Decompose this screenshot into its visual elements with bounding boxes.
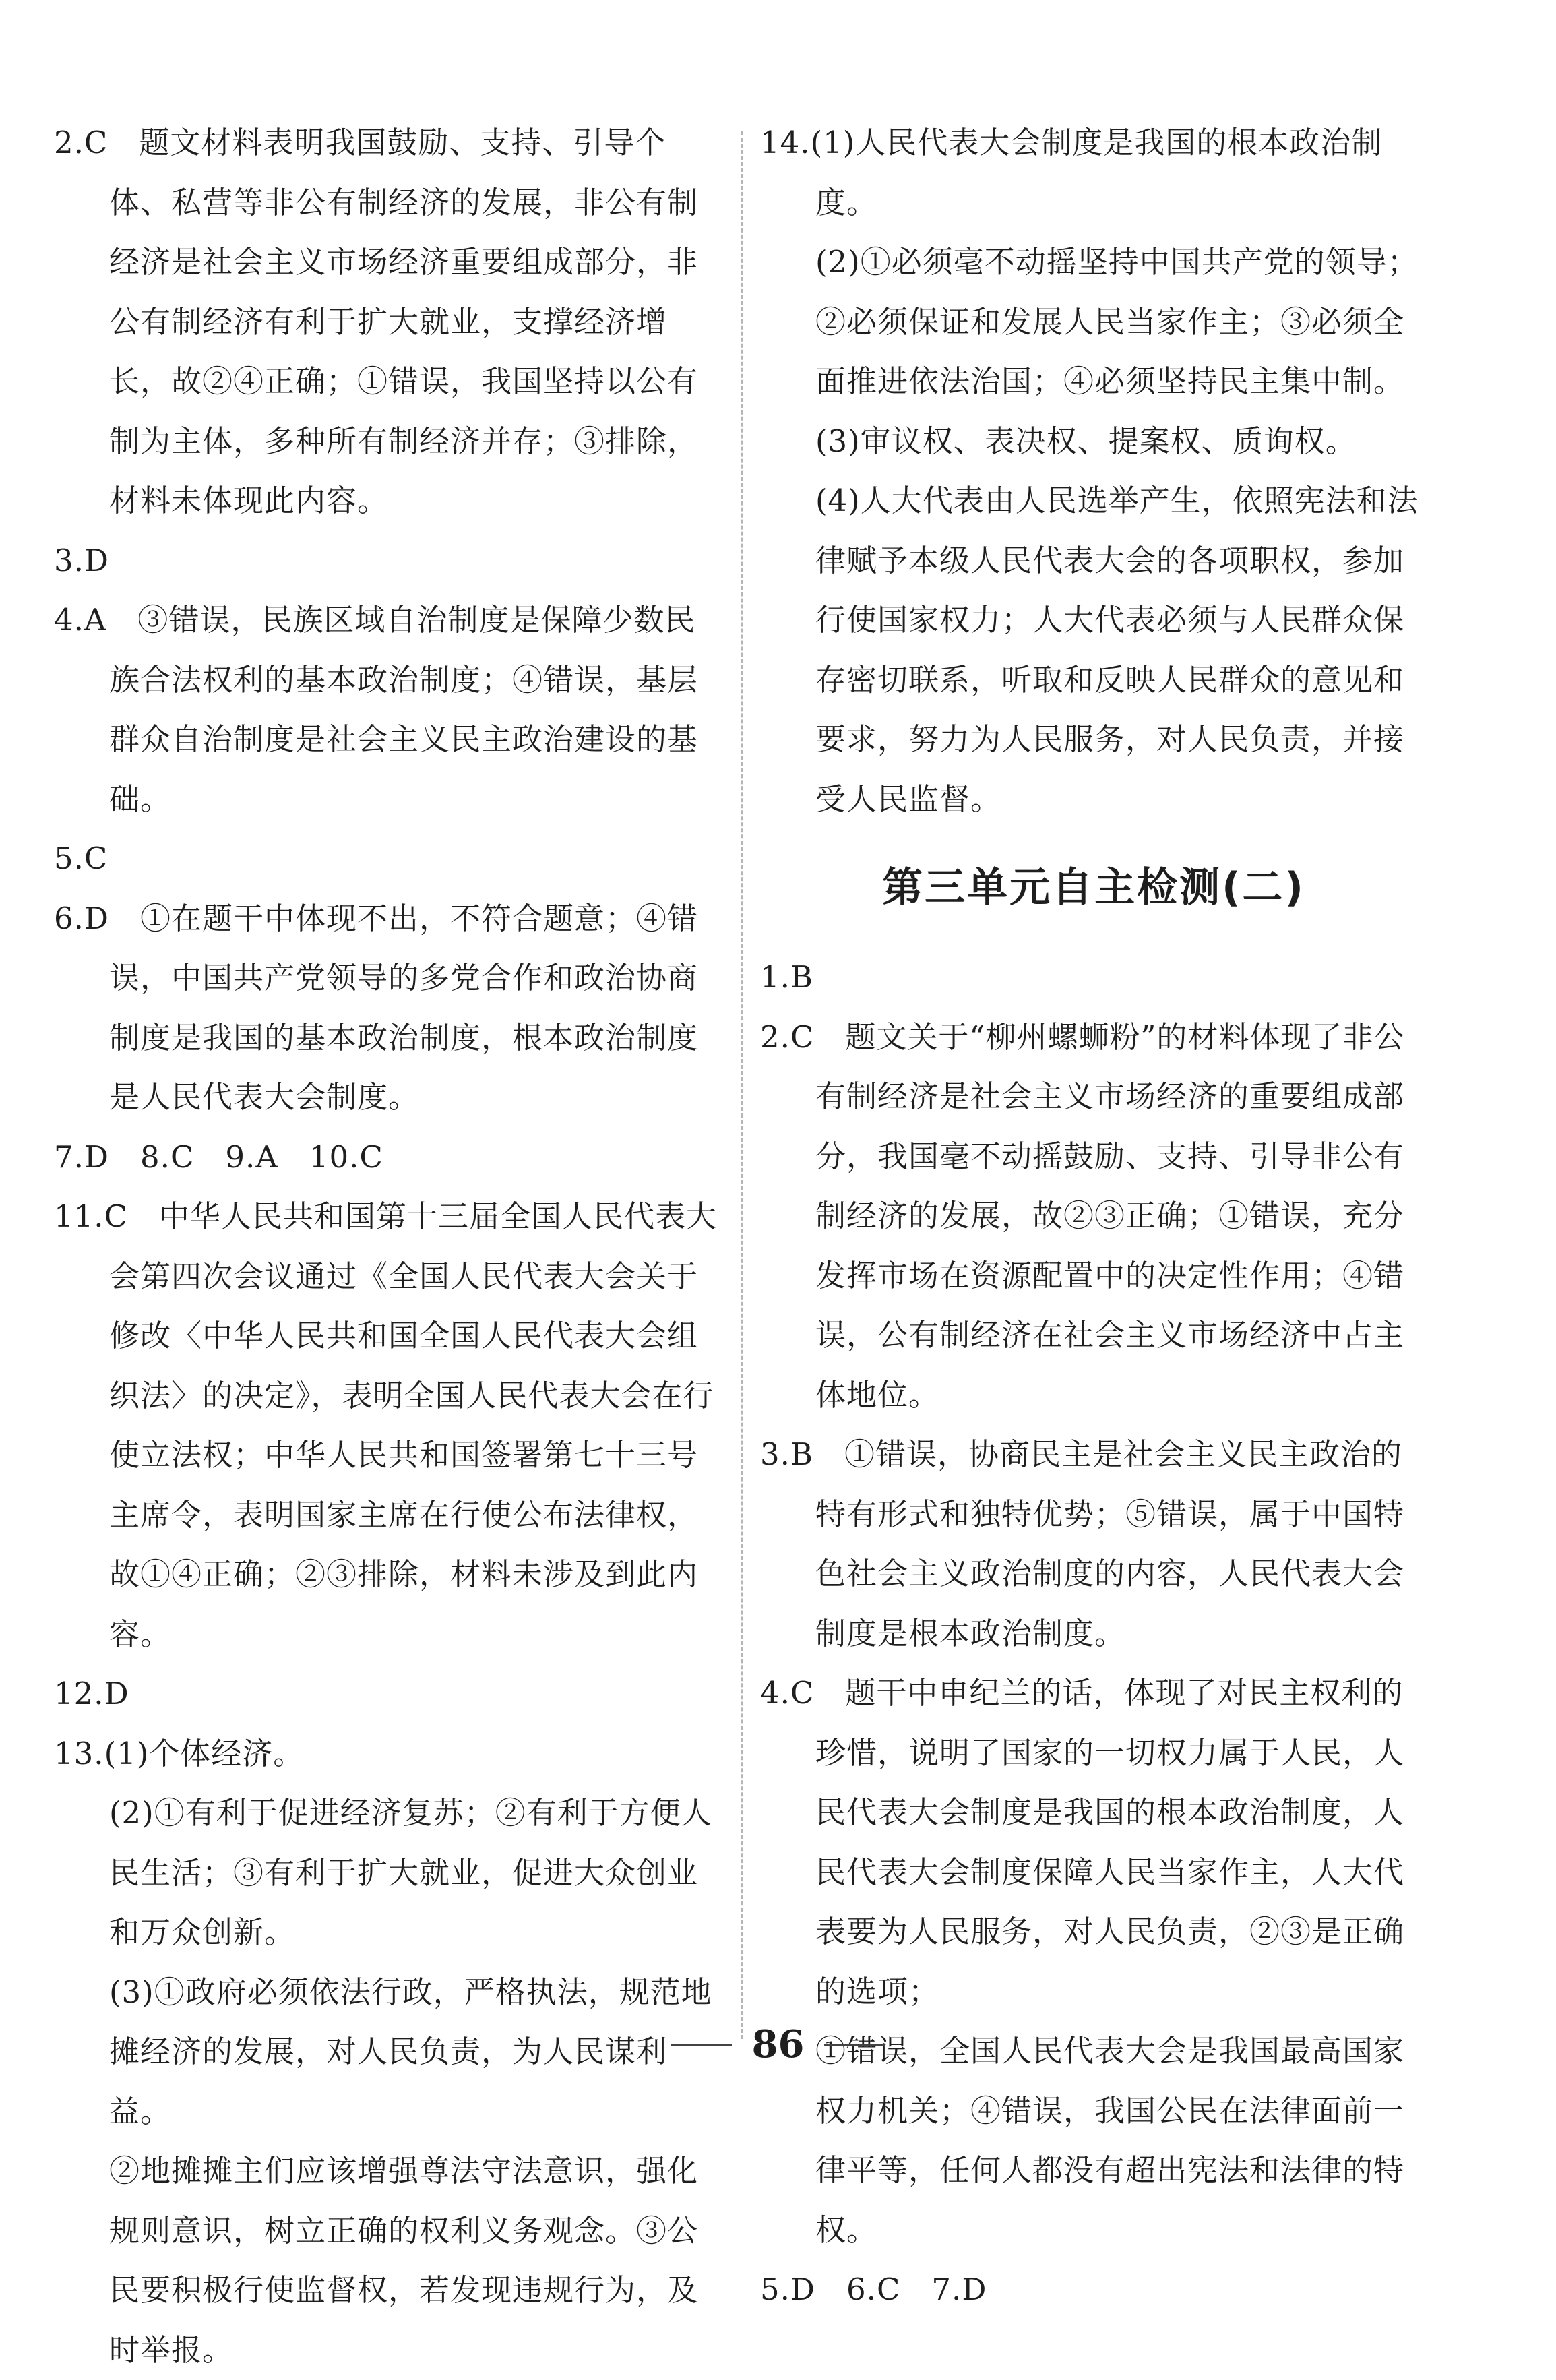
column-divider — [741, 131, 743, 2039]
answer-item: 2.C 题文关于“柳州螺蛳粉”的材料体现了非公有制经济是社会主义市场经济的重要组成部分，我国毫不动摇鼓励、支持、引导非公有制经济的发展，故②③正确；①错误，充分发挥市场在资源配置中的决定性作用；④错误，公有制经济在社会主义市场经济中占主体地位。 — [760, 1018, 1405, 1413]
answer-subpart: (2)①必须毫不动摇坚持中国共产党的领导；②必须保证和发展人民当家作主；③必须全面推进依法治国；④必须坚持民主集中制。 — [815, 244, 1419, 399]
answer-subpart: (2)①有利于促进经济复苏；②有利于方便人民生活；③有利于扩大就业，促进大众创业和万众创新。 — [109, 1795, 712, 1950]
answer-item: 4.A ③错误，民族区域自治制度是保障少数民族合法权利的基本政治制度；④错误，基层群众自治制度是社会主义民主政治建设的基础。 — [54, 602, 699, 817]
answer-subpart: (3)①政府必须依法行政，严格执法，规范地摊经济的发展，对人民负责，为人民谋利益。 — [109, 1974, 712, 2129]
answer-item: 13.(1)个体经济。 — [54, 1735, 305, 1771]
answer-item: 6.D ①在题干中体现不出，不符合题意；④错误，中国共产党领导的多党合作和政治协商制度是我国的基本政治制度，根本政治制度是人民代表大会制度。 — [54, 900, 699, 1115]
answer-subpart: ②地摊摊主们应该增强尊法守法意识，强化规则意识，树立正确的权利义务观念。③公民要积极行使监督权，若发现违规行为，及时举报。 — [109, 2153, 699, 2368]
answer-item: 3.B ①错误，协商民主是社会主义民主政治的特有形式和独特优势；⑤错误，属于中国特色社会主义政治制度的内容，人民代表大会制度是根本政治制度。 — [760, 1436, 1405, 1651]
answer-item: 5.D 6.C 7.D — [760, 2271, 987, 2307]
answer-subpart: (3)审议权、表决权、提案权、质询权。 — [815, 423, 1357, 459]
page-number: 86 — [751, 2022, 805, 2067]
answer-item: 14.(1)人民代表大会制度是我国的根本政治制度。 — [760, 125, 1383, 220]
answer-item: 11.C 中华人民共和国第十三届全国人民代表大会第四次会议通过《全国人民代表大会关于修改〈中华人民共和国全国人民代表大会组织法〉的决定》，表明全国人民代表大会在行使立法权；中华人民共和国签署第七十三号主席令，表明国家主席在行使公布法律权，故①④正确；②③排除，材料未涉及到此内容。 — [54, 1198, 717, 1652]
answer-item: 12.D — [54, 1676, 129, 1711]
answer-item: 5.C — [54, 841, 108, 876]
answer-item: 7.D 8.C 9.A 10.C — [54, 1138, 383, 1175]
answer-item: 2.C 题文材料表明我国鼓励、支持、引导个体、私营等非公有制经济的发展，非公有制经济是社会主义市场经济重要组成部分，非公有制经济有利于扩大就业，支撑经济增长，故②④正确；①错误，我国坚持以公有制为主体，多种所有制经济并存；③排除，材料未体现此内容。 — [54, 125, 699, 518]
answer-item: 3.D — [54, 542, 110, 578]
answer-subpart: (4)人大代表由人民选举产生，依照宪法和法律赋予本级人民代表大会的各项职权，参加行使国家权力；人大代表必须与人民群众保存密切联系，听取和反映人民群众的意见和要求，努力为人民服务，对人民负责，并接受人民监督。 — [815, 483, 1419, 817]
right-column-bottom — [760, 948, 1427, 2320]
footer-dash-right — [824, 2044, 885, 2046]
page-footer — [0, 2022, 1556, 2067]
footer-dash-left — [671, 2044, 732, 2046]
answer-item: 4.C 题干中申纪兰的话，体现了对民主权利的珍惜，说明了国家的一切权力属于人民，人民代表大会制度是我国的根本政治制度，人民代表大会制度保障人民当家作主，人大代表要为人民服务，对人民负责，②③是正确的选项； — [760, 1675, 1405, 2009]
section-title: 第三单元自主检测(二) — [882, 864, 1305, 911]
answer-item: 1.B — [760, 959, 814, 995]
right-column-top — [760, 113, 1427, 829]
answer-subpart: ①错误，全国人民代表大会是我国最高国家权力机关；④错误，我国公民在法律面前一律平等，任何人都没有超出宪法和法律的特权。 — [815, 2033, 1405, 2248]
right-column — [760, 113, 1427, 2320]
